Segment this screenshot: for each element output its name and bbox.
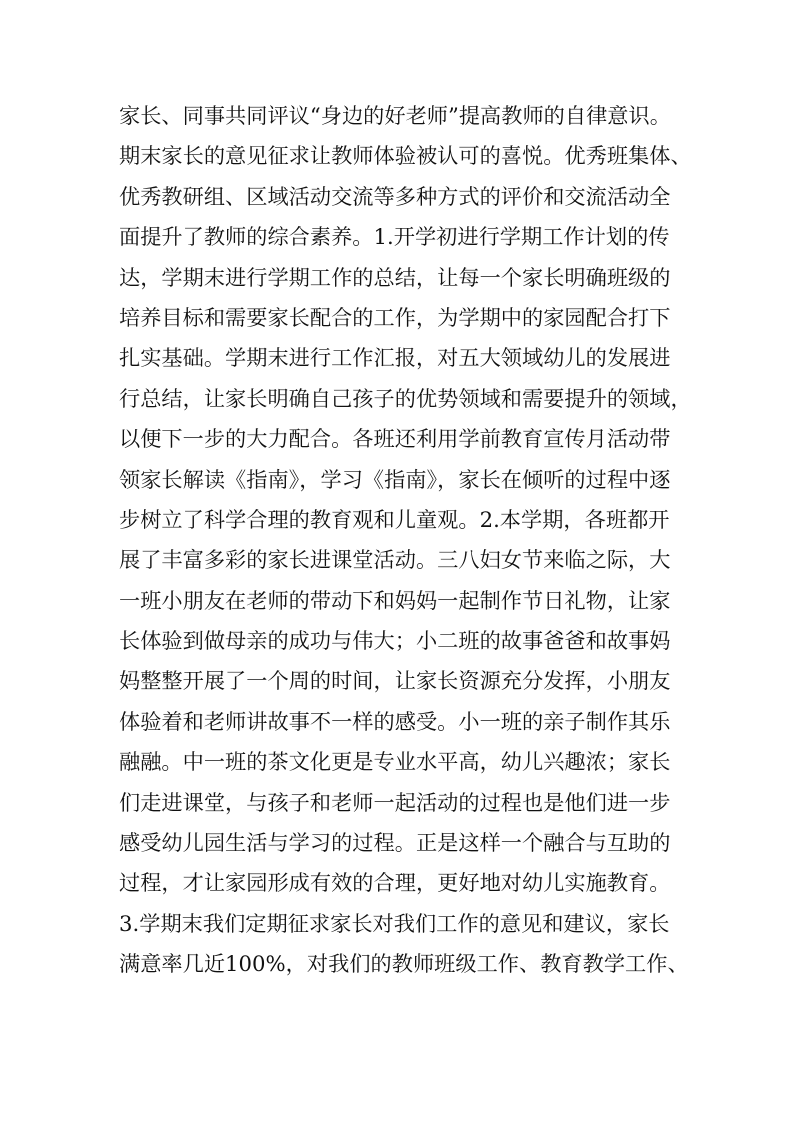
text-line: 融融。中一班的茶文化更是专业水平高，幼儿兴趣浓；家长 [119, 750, 671, 775]
text-line: 家长、同事共同评议“身边的好老师”提高教师的自律意识。 [119, 104, 671, 128]
text-line: 体验着和老师讲故事不一样的感受。小一班的亲子制作其乐 [119, 709, 671, 734]
text-line: 领家长解读《指南》，学习《指南》，家长在倾听的过程中逐 [119, 467, 671, 492]
text-line: 面提升了教师的综合素养。1.开学初进行学期工作计划的传 [119, 225, 670, 250]
text-line: 以便下一步的大力配合。各班还利用学前教育宣传月活动带 [119, 427, 671, 452]
text-line: 妈整整开展了一个周的时间，让家长资源充分发挥，小朋友 [119, 669, 671, 694]
text-line: 展了丰富多彩的家长进课堂活动。三八妇女节来临之际，大 [119, 548, 671, 573]
text-line: 3.学期末我们定期征求家长对我们工作的意见和建议，家长 [119, 911, 670, 936]
text-line: 步树立了科学合理的教育观和儿童观。2.本学期，各班都开 [119, 507, 670, 532]
text-line: 们走进课堂，与孩子和老师一起活动的过程也是他们进一步 [119, 790, 671, 815]
text-line: 达，学期末进行学期工作的总结，让每一个家长明确班级的 [119, 265, 671, 290]
text-line: 过程，才让家园形成有效的合理，更好地对幼儿实施教育。 [119, 871, 671, 896]
text-line: 优秀教研组、区域活动交流等多种方式的评价和交流活动全 [119, 184, 671, 209]
text-line: 长体验到做母亲的成功与伟大；小二班的故事爸爸和故事妈 [119, 629, 671, 654]
text-line: 感受幼儿园生活与学习的过程。正是这样一个融合与互助的 [119, 831, 671, 856]
text-line: 培养目标和需要家长配合的工作，为学期中的家园配合打下 [119, 305, 671, 330]
text-line: 行总结，让家长明确自己孩子的优势领域和需要提升的领域， [119, 386, 692, 411]
text-line: 一班小朋友在老师的带动下和妈妈一起制作节日礼物，让家 [119, 588, 671, 613]
body-text [119, 96, 692, 985]
text-line: 扎实基础。学期末进行工作汇报，对五大领域幼儿的发展进 [119, 346, 671, 371]
text-line: 期末家长的意见征求让教师体验被认可的喜悦。优秀班集体、 [119, 144, 692, 169]
text-line: 满意率几近100%，对我们的教师班级工作、教育教学工作、 [119, 952, 689, 977]
